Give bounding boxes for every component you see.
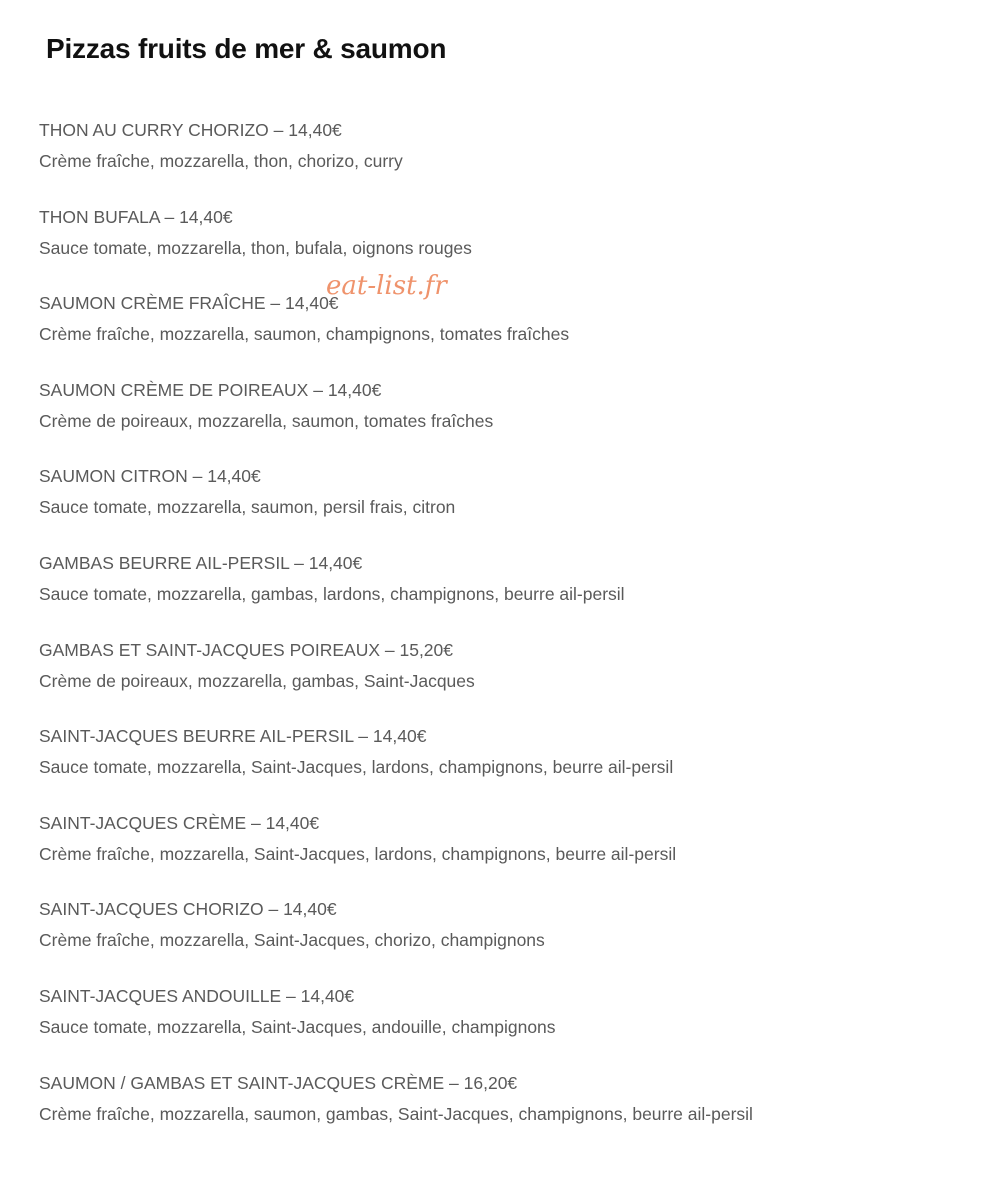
item-separator: –: [159, 206, 180, 227]
item-price: 15,20€: [399, 639, 454, 660]
item-ingredients: Sauce tomate, mozzarella, saumon, persil frais, citron: [39, 497, 456, 518]
item-separator: –: [353, 726, 373, 747]
menu-item: [39, 549, 969, 636]
item-separator: –: [289, 552, 309, 573]
item-separator: –: [268, 120, 289, 140]
item-ingredients: Crème fraîche, mozzarella, thon, chorizo, curry: [39, 151, 403, 171]
item-heading: [39, 722, 969, 751]
item-separator: –: [380, 639, 400, 660]
item-price: 14,40€: [372, 726, 427, 747]
item-separator: –: [281, 985, 301, 1006]
item-price: 14,40€: [265, 812, 320, 833]
item-ingredients: Crème de poireaux, mozzarella, gambas, Saint-Jacques: [39, 670, 475, 691]
item-heading: [39, 1069, 969, 1098]
item-heading: [39, 549, 969, 578]
item-ingredients: Sauce tomate, mozzarella, thon, bufala, oignons rouges: [39, 237, 472, 258]
item-heading: [39, 203, 969, 232]
item-ingredients: Crème fraîche, mozzarella, Saint-Jacques, chorizo, champignons: [39, 930, 545, 951]
item-price: 14,40€: [288, 120, 342, 140]
item-name: GAMBAS BEURRE AIL-PERSIL: [39, 552, 290, 573]
item-name: SAINT-JACQUES ANDOUILLE: [39, 985, 282, 1006]
item-separator: –: [187, 466, 208, 487]
item-name: GAMBAS ET SAINT-JACQUES POIREAUX: [39, 639, 381, 660]
item-ingredients: Crème fraîche, mozzarella, saumon, champignons, tomates fraîches: [39, 324, 570, 345]
item-heading: [39, 376, 969, 405]
item-name: SAUMON CRÈME DE POIREAUX: [39, 379, 309, 400]
item-separator: –: [265, 293, 286, 314]
watermark: eat-list.fr: [326, 271, 447, 301]
menu-item: [39, 982, 969, 1069]
menu-item: [39, 722, 969, 809]
menu-item: [39, 289, 969, 376]
item-separator: –: [246, 812, 266, 833]
item-heading: [39, 895, 969, 924]
item-price: 14,40€: [179, 206, 233, 227]
item-ingredients: Sauce tomate, mozzarella, gambas, lardons, champignons, beurre ail-persil: [39, 583, 625, 604]
menu-list: [39, 116, 969, 1155]
menu-item: [39, 1069, 969, 1156]
item-name: SAINT-JACQUES BEURRE AIL-PERSIL: [39, 726, 354, 747]
item-ingredients: Crème de poireaux, mozzarella, saumon, tomates fraîches: [39, 410, 494, 431]
item-name: SAINT-JACQUES CHORIZO: [39, 899, 264, 920]
item-heading: [39, 116, 969, 145]
item-heading: [39, 809, 969, 838]
page-title: Pizzas fruits de mer & saumon: [46, 33, 447, 64]
item-ingredients: Crème fraîche, mozzarella, Saint-Jacques, lardons, champignons, beurre ail-persil: [39, 843, 677, 864]
menu-item: [39, 116, 969, 203]
item-ingredients: Sauce tomate, mozzarella, Saint-Jacques, lardons, champignons, beurre ail-persil: [39, 757, 674, 778]
menu-item: [39, 895, 969, 982]
item-name: SAINT-JACQUES CRÈME: [39, 812, 247, 833]
item-price: 14,40€: [283, 899, 337, 920]
item-ingredients: Sauce tomate, mozzarella, Saint-Jacques, andouille, champignons: [39, 1016, 556, 1037]
item-price: 14,40€: [327, 379, 382, 400]
item-name: THON AU CURRY CHORIZO: [39, 120, 269, 140]
menu-item: [39, 462, 969, 549]
menu-item: [39, 203, 969, 290]
item-name: SAUMON CRÈME FRAÎCHE: [39, 293, 266, 314]
menu-item: [39, 636, 969, 723]
item-price: 16,20€: [463, 1072, 518, 1093]
item-ingredients: Crème fraîche, mozzarella, saumon, gambas, Saint-Jacques, champignons, beurre ail-persil: [39, 1103, 753, 1124]
item-name: THON BUFALA: [39, 206, 160, 227]
menu-item: [39, 809, 969, 896]
item-price: 14,40€: [308, 552, 363, 573]
item-name: SAUMON / GAMBAS ET SAINT-JACQUES CRÈME: [39, 1072, 445, 1093]
item-heading: [39, 289, 969, 318]
item-separator: –: [308, 379, 328, 400]
item-separator: –: [444, 1072, 464, 1093]
item-separator: –: [263, 899, 284, 920]
item-heading: [39, 636, 969, 665]
item-heading: [39, 462, 969, 491]
item-price: 14,40€: [207, 466, 261, 487]
menu-item: [39, 376, 969, 463]
item-heading: [39, 982, 969, 1011]
item-name: SAUMON CITRON: [39, 466, 188, 487]
item-price: 14,40€: [300, 985, 355, 1006]
item-price: 14,40€: [285, 293, 339, 314]
